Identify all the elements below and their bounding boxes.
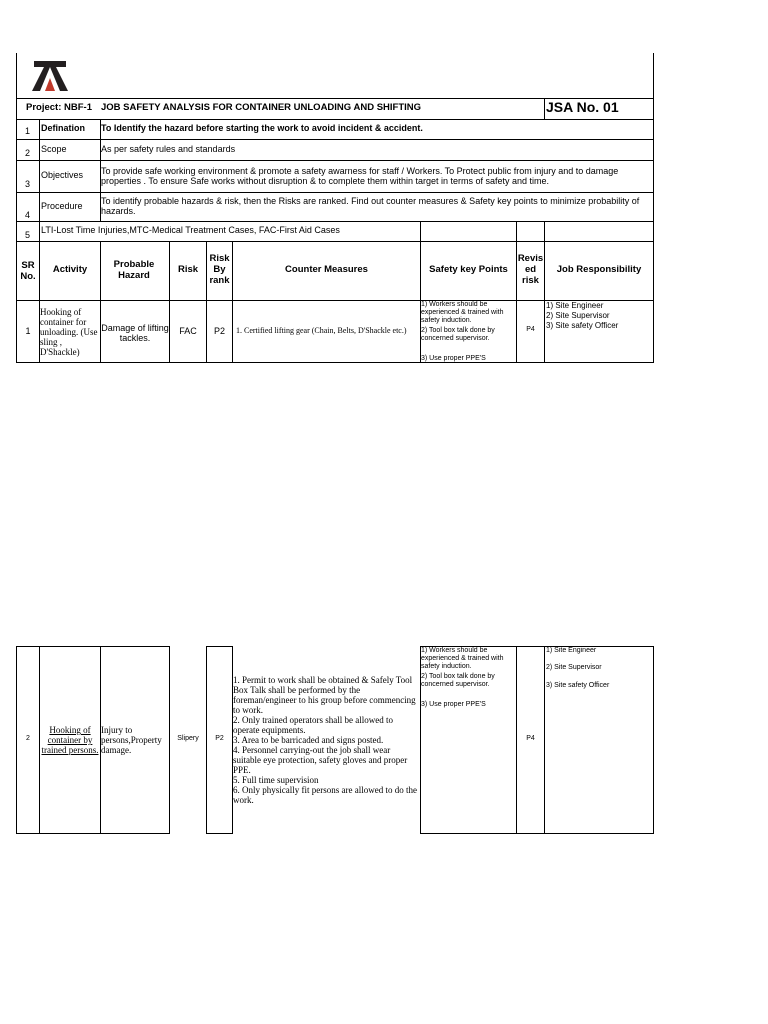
project-label: Project: NBF-1 bbox=[26, 102, 92, 113]
counter-measure-item: 4. Personnel carrying-out the job shall wear suitable eye protection, safety gloves and proper PPE. bbox=[233, 745, 408, 775]
row-line bbox=[16, 646, 101, 647]
col-line bbox=[653, 646, 654, 834]
col-line bbox=[544, 221, 545, 241]
row-line bbox=[420, 833, 654, 834]
col-line bbox=[544, 98, 545, 119]
row-line bbox=[16, 192, 654, 193]
info-row-num: 3 bbox=[25, 179, 31, 189]
row2-revised-risk: P4 bbox=[526, 735, 535, 742]
info-row-text: As per safety rules and standards bbox=[101, 144, 236, 154]
info-row-label: Defination bbox=[41, 123, 85, 133]
info-row-text: To identify probable hazards & risk, then the Risks are ranked. Find out counter measures & Safety key points to minimize probability of hazards. bbox=[101, 196, 640, 216]
table-border-left bbox=[16, 53, 17, 363]
info-row-text: To Identify the hazard before starting the work to avoid incident & accident. bbox=[101, 123, 423, 133]
row-line bbox=[206, 833, 233, 834]
company-logo bbox=[30, 60, 70, 92]
table-border-right bbox=[653, 53, 654, 363]
row-line bbox=[16, 362, 654, 363]
col-line bbox=[420, 221, 421, 241]
info-row-num: 5 bbox=[25, 230, 31, 240]
safety-point: 2) Tool box talk done by concerned supervisor. bbox=[421, 673, 495, 688]
col-header-activity: Activity bbox=[52, 264, 88, 275]
row1-safety-key-points bbox=[421, 301, 516, 362]
col-line bbox=[544, 646, 545, 834]
col-header-counter-measures: Counter Measures bbox=[285, 264, 368, 275]
col-header-hazard: Probable Hazard bbox=[113, 259, 155, 281]
row1-activity: Hooking of container for unloading. (Use sling , D'Shackle) bbox=[40, 307, 98, 357]
row2-counter-measures bbox=[233, 675, 420, 805]
info-row-label: Objectives bbox=[41, 170, 84, 180]
safety-point: 2) Tool box talk done by concerned supervisor. bbox=[421, 327, 495, 342]
responsibility-item: 1) Site Engineer bbox=[546, 647, 597, 654]
counter-measure-item: 5. Full time supervision bbox=[233, 775, 319, 785]
row1-revised-risk: P4 bbox=[526, 326, 535, 333]
info-row-text: To provide safe working environment & promote a safety awarness for staff / Workers. To Protect public from injury and to damage properties . To ensure Safe works without disruption & to complete them within target in terms of safety and time. bbox=[101, 166, 619, 186]
responsibility-item: 2) Site Supervisor bbox=[546, 311, 610, 320]
col-header-risk-rank: Risk By rank bbox=[209, 253, 230, 286]
row1-sr: 1 bbox=[25, 326, 31, 336]
safety-point: 3) Use proper PPE'S bbox=[421, 701, 486, 708]
info-row-label: Scope bbox=[41, 144, 67, 154]
row-line bbox=[100, 646, 170, 647]
row2-sr: 2 bbox=[26, 735, 30, 742]
row2-risk: Slipery bbox=[177, 735, 199, 742]
responsibility-item: 1) Site Engineer bbox=[546, 301, 604, 310]
jsa-number: JSA No. 01 bbox=[546, 99, 619, 115]
col-line bbox=[100, 241, 101, 362]
row-line bbox=[16, 119, 654, 120]
responsibility-item: 3) Site safety Officer bbox=[546, 682, 610, 689]
row-line bbox=[16, 241, 654, 242]
responsibility-item: 2) Site Supervisor bbox=[546, 664, 602, 671]
responsibility-item: 3) Site safety Officer bbox=[546, 321, 619, 330]
counter-measure-item: 6. Only physically fit persons are allowed to do the work. bbox=[233, 785, 417, 805]
col-header-risk: Risk bbox=[177, 264, 199, 275]
page-title: JOB SAFETY ANALYSIS FOR CONTAINER UNLOADING AND SHIFTING bbox=[101, 102, 422, 113]
info-row-text: LTI-Lost Time Injuries,MTC-Medical Treatment Cases, FAC-First Aid Cases bbox=[41, 225, 340, 235]
counter-measure-item: 2. Only trained operators shall be allowed to operate equipments. bbox=[233, 715, 393, 735]
safety-point: 3) Use proper PPE'S bbox=[421, 355, 486, 362]
row1-hazard: Damage of lifting tackles. bbox=[101, 323, 169, 343]
counter-measure-item: 1. Permit to work shall be obtained & Safely Tool Box Talk shall be performed by the foreman/engineer to his group before commencing to work. bbox=[233, 675, 416, 715]
col-line bbox=[169, 241, 170, 362]
row2-rank: P2 bbox=[215, 735, 224, 742]
row-line bbox=[16, 139, 654, 140]
info-row-label: Procedure bbox=[41, 201, 83, 211]
row2-safety-key-points bbox=[421, 647, 516, 717]
info-row-num: 1 bbox=[25, 126, 31, 136]
row1-rank: P2 bbox=[213, 326, 225, 336]
col-line bbox=[516, 221, 517, 241]
row2-activity: Hooking of container by trained persons. bbox=[41, 725, 99, 755]
safety-point: 1) Workers should be experienced & trained with safety induction. bbox=[421, 301, 504, 324]
row-line bbox=[16, 221, 654, 222]
col-header-revised-risk: Revis ed risk bbox=[517, 253, 544, 286]
col-header-sr: SR No. bbox=[20, 260, 36, 282]
safety-point: 1) Workers should be experienced & trained with safety induction. bbox=[421, 647, 504, 670]
row-line bbox=[206, 646, 233, 647]
row2-hazard: Injury to persons,Property damage. bbox=[101, 725, 162, 755]
col-line bbox=[544, 241, 545, 362]
info-row-num: 4 bbox=[25, 210, 31, 220]
row-line bbox=[100, 833, 170, 834]
col-header-safety-key-points: Safety key Points bbox=[429, 264, 508, 275]
counter-measure-item: 3. Area to be barricaded and signs posted. bbox=[233, 735, 384, 745]
col-header-job-responsibility: Job Responsibility bbox=[556, 264, 642, 275]
row-line bbox=[16, 833, 101, 834]
row-line bbox=[16, 160, 654, 161]
row1-risk: FAC bbox=[179, 326, 197, 336]
row1-counter-measures: 1. Certified lifting gear (Chain, Belts, D'Shackle etc.) bbox=[236, 326, 407, 335]
info-row-num: 2 bbox=[25, 148, 31, 158]
col-line bbox=[232, 241, 233, 362]
